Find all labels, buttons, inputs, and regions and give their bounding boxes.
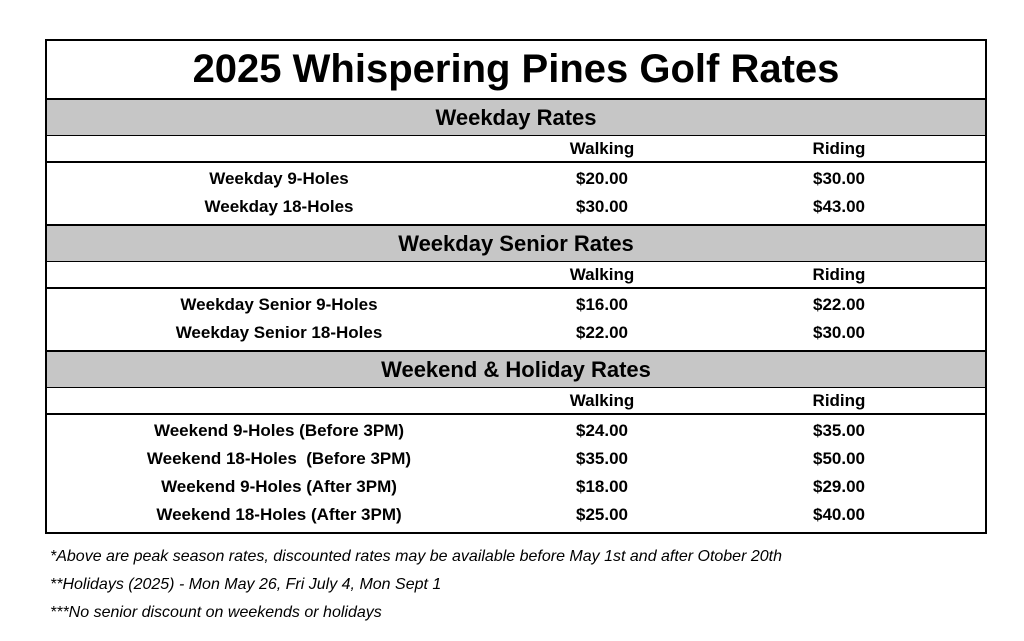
rate-label: Weekday Senior 18-Holes — [175, 323, 383, 342]
rate-label: Weekend 18-Holes (After 3PM) — [156, 505, 402, 524]
riding-price: $30.00 — [813, 169, 865, 188]
table-row — [47, 291, 985, 319]
rate-label: Weekday 9-Holes — [209, 169, 349, 188]
page-title: 2025 Whispering Pines Golf Rates — [47, 41, 985, 100]
table-row — [47, 501, 985, 529]
walking-price: $24.00 — [576, 421, 628, 440]
rate-label: Weekend 9-Holes (Before 3PM) — [153, 421, 405, 440]
table-row — [47, 417, 985, 445]
column-header-walking: Walking — [569, 390, 635, 410]
rates-table — [45, 39, 987, 534]
rows-block-weekday — [47, 163, 985, 226]
section-header-weekend-holiday: Weekend & Holiday Rates — [47, 352, 985, 388]
footnote-peak-season: *Above are peak season rates, discounted rates may be available before May 1st and after Otober 20th — [50, 548, 782, 565]
walking-price: $30.00 — [576, 197, 628, 216]
rate-label: Weekend 18-Holes (Before 3PM) — [146, 449, 412, 468]
walking-price: $20.00 — [576, 169, 628, 188]
column-headers-weekday — [47, 136, 985, 163]
column-header-walking: Walking — [569, 264, 635, 284]
table-row — [47, 445, 985, 473]
column-headers-weekend-holiday — [47, 388, 985, 415]
table-row — [47, 473, 985, 501]
riding-price: $43.00 — [813, 197, 865, 216]
section-header-weekday-senior: Weekday Senior Rates — [47, 226, 985, 262]
riding-price: $22.00 — [813, 295, 865, 314]
walking-price: $16.00 — [576, 295, 628, 314]
riding-price: $35.00 — [813, 421, 865, 440]
section-header-weekday: Weekday Rates — [47, 100, 985, 136]
rate-label: Weekday 18-Holes — [204, 197, 354, 216]
footnote-senior-discount: ***No senior discount on weekends or holidays — [50, 604, 382, 621]
walking-price: $35.00 — [576, 449, 628, 468]
footnotes — [50, 543, 782, 627]
riding-price: $29.00 — [813, 477, 865, 496]
riding-price: $40.00 — [813, 505, 865, 524]
rate-label: Weekend 9-Holes (After 3PM) — [161, 477, 397, 496]
table-row — [47, 319, 985, 347]
walking-price: $22.00 — [576, 323, 628, 342]
column-header-riding: Riding — [812, 390, 866, 410]
table-row — [47, 193, 985, 221]
column-header-walking: Walking — [569, 138, 635, 158]
column-header-riding: Riding — [812, 138, 866, 158]
table-row — [47, 165, 985, 193]
rate-label: Weekday Senior 9-Holes — [180, 295, 378, 314]
column-headers-weekday-senior — [47, 262, 985, 289]
rows-block-weekend-holiday — [47, 415, 985, 532]
riding-price: $30.00 — [813, 323, 865, 342]
footnote-holidays: **Holidays (2025) - Mon May 26, Fri July 4, Mon Sept 1 — [50, 576, 442, 593]
rows-block-weekday-senior — [47, 289, 985, 352]
column-header-riding: Riding — [812, 264, 866, 284]
riding-price: $50.00 — [813, 449, 865, 468]
walking-price: $25.00 — [576, 505, 628, 524]
walking-price: $18.00 — [576, 477, 628, 496]
